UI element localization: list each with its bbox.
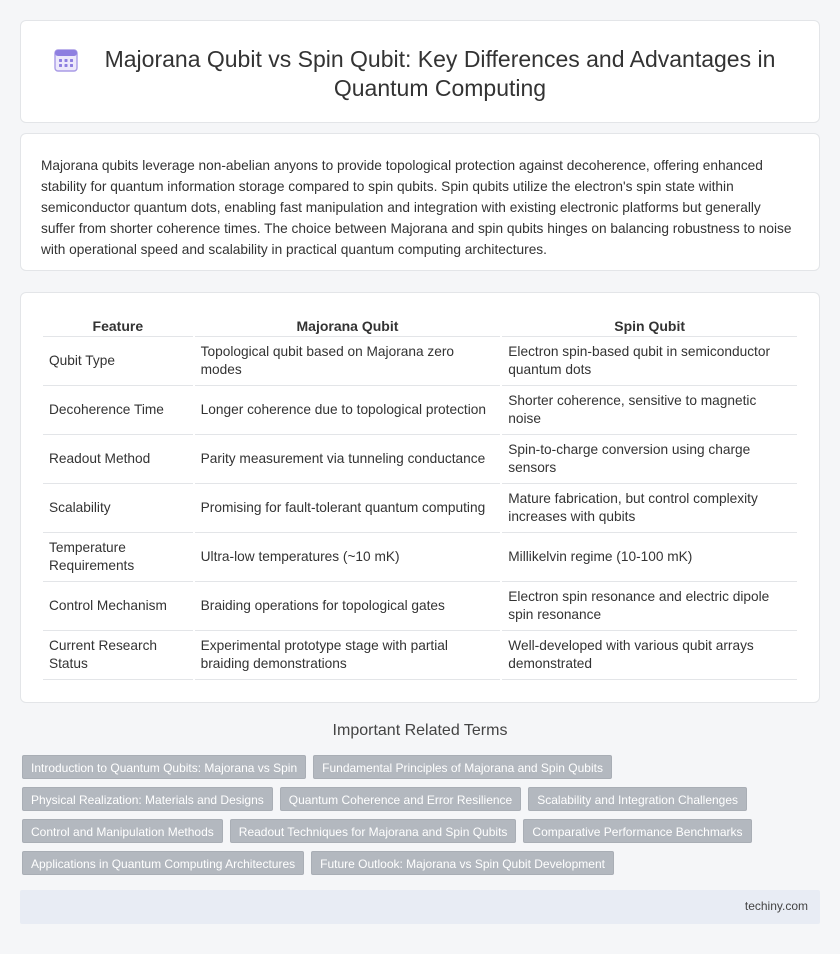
related-term-tag[interactable]: Introduction to Quantum Qubits: Majorana vs Spin — [22, 755, 306, 779]
majorana-cell: Topological qubit based on Majorana zero modes — [195, 337, 501, 386]
header-spin: Spin Qubit — [502, 315, 797, 337]
footer-site-link[interactable]: techiny.com — [744, 899, 808, 913]
related-term-tag[interactable]: Applications in Quantum Computing Architectures — [22, 851, 304, 875]
table-row — [43, 337, 797, 386]
table-row — [43, 582, 797, 631]
table-row — [43, 631, 797, 680]
majorana-cell: Braiding operations for topological gates — [195, 582, 501, 631]
feature-cell: Qubit Type — [43, 337, 193, 386]
related-term-tag[interactable]: Future Outlook: Majorana vs Spin Qubit Development — [311, 851, 614, 875]
feature-cell: Scalability — [43, 484, 193, 533]
comparison-table — [41, 315, 799, 680]
feature-cell: Decoherence Time — [43, 386, 193, 435]
title-card — [20, 20, 820, 123]
spin-cell: Electron spin-based qubit in semiconductor quantum dots — [502, 337, 797, 386]
intro-card — [20, 133, 820, 271]
spin-cell: Spin-to-charge conversion using charge sensors — [502, 435, 797, 484]
spin-cell: Well-developed with various qubit arrays demonstrated — [502, 631, 797, 680]
related-term-tag[interactable]: Scalability and Integration Challenges — [528, 787, 747, 811]
tag-row — [22, 819, 822, 843]
majorana-cell: Parity measurement via tunneling conductance — [195, 435, 501, 484]
table-row — [43, 484, 797, 533]
spin-cell: Electron spin resonance and electric dipole spin resonance — [502, 582, 797, 631]
table-row — [43, 435, 797, 484]
majorana-cell: Longer coherence due to topological protection — [195, 386, 501, 435]
related-term-tag[interactable]: Control and Manipulation Methods — [22, 819, 223, 843]
related-term-tag[interactable]: Readout Techniques for Majorana and Spin Qubits — [230, 819, 517, 843]
tag-row — [22, 787, 822, 811]
page-title: Majorana Qubit vs Spin Qubit: Key Differences and Advantages in Quantum Computing — [104, 46, 776, 101]
majorana-cell: Ultra-low temperatures (~10 mK) — [195, 533, 501, 582]
header-feature: Feature — [43, 315, 193, 337]
feature-cell: Temperature Requirements — [43, 533, 193, 582]
tag-row — [22, 755, 822, 779]
related-term-tag[interactable]: Fundamental Principles of Majorana and Spin Qubits — [313, 755, 612, 779]
feature-cell: Readout Method — [43, 435, 193, 484]
related-term-tag[interactable]: Quantum Coherence and Error Resilience — [280, 787, 521, 811]
related-terms-title: Important Related Terms — [332, 722, 508, 739]
related-term-tag[interactable]: Comparative Performance Benchmarks — [523, 819, 751, 843]
majorana-cell: Promising for fault-tolerant quantum computing — [195, 484, 501, 533]
majorana-cell: Experimental prototype stage with partial braiding demonstrations — [195, 631, 501, 680]
table-row — [43, 386, 797, 435]
feature-cell: Control Mechanism — [43, 582, 193, 631]
spin-cell: Millikelvin regime (10-100 mK) — [502, 533, 797, 582]
table-row — [43, 533, 797, 582]
related-terms-list — [22, 755, 822, 883]
intro-paragraph: Majorana qubits leverage non-abelian anyons to provide topological protection against decoherence, offering enhanced stability for quantum information storage compared to spin qubits. Spin qubits utilize the electron's spin state within semiconductor quantum dots, enabling fast manipulation and integration with existing electronic platforms but generally suffer from shorter coherence times. The choice between Majorana and spin qubits hinges on balancing robustness to noise with operational speed and scalability in practical quantum computing architectures. — [41, 158, 792, 257]
feature-cell: Current Research Status — [43, 631, 193, 680]
tag-row — [22, 851, 822, 875]
table-header-row — [43, 315, 797, 337]
comparison-table-card — [20, 292, 820, 703]
related-term-tag[interactable]: Physical Realization: Materials and Designs — [22, 787, 273, 811]
footer — [20, 890, 820, 924]
spin-cell: Shorter coherence, sensitive to magnetic noise — [502, 386, 797, 435]
spin-cell: Mature fabrication, but control complexity increases with qubits — [502, 484, 797, 533]
header-majorana: Majorana Qubit — [195, 315, 501, 337]
